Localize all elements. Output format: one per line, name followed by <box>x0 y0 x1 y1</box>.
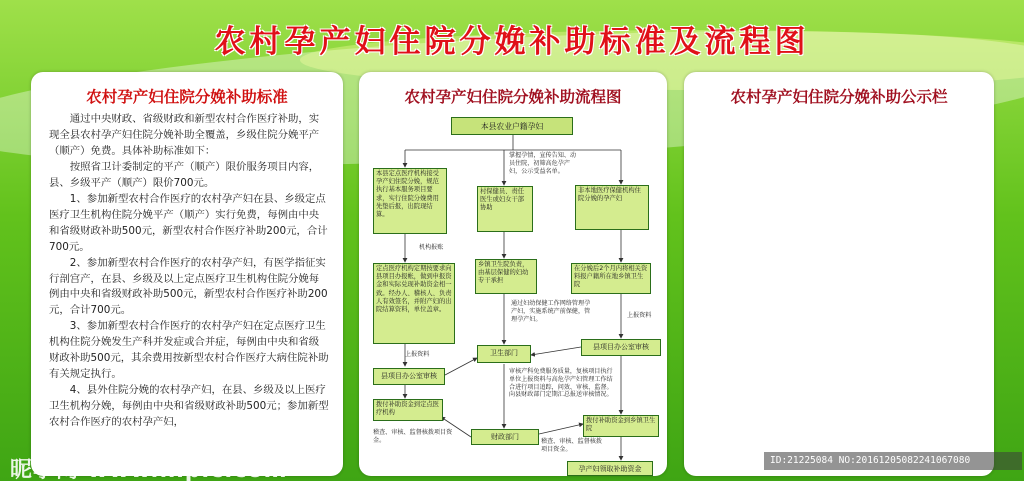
watermark-id: ID:21225084 NO:20161205082241067080 <box>770 455 971 466</box>
flow-note-audit: 审核产科免费服务质量，复核项目执行单位上报资料与高危孕产妇管理工作结合进行项目追踪，问效、审核、监督。向县财政部门定期汇总报送审核情况。 <box>509 368 613 399</box>
flow-end-box: 孕产妇领取补助资金 <box>567 461 653 476</box>
flow-box-submit-within-2-months: 在分娩后2个月内将相关资料报户籍所在地乡镇卫生院 <box>571 263 651 294</box>
flow-note-network: 通过妇幼保健工作网络管理孕产妇，实施系统产前保健，管理孕产妇。 <box>511 300 591 323</box>
flow-start-box: 本县农业户籍孕妇 <box>451 117 573 135</box>
standard-panel <box>31 72 343 476</box>
flow-box-township-hospital: 乡镇卫生院负责，由基层保健的妇幼专干承担 <box>475 259 537 294</box>
flow-box-nonlocal-delivery: 非本地医疗保健机构住院分娩的孕产妇 <box>575 185 649 230</box>
flow-box-payout-hospital: 拨付补助资金到定点医疗机构 <box>373 399 443 421</box>
public-notice-panel <box>684 72 994 476</box>
flow-box-health-dept: 卫生部门 <box>477 345 531 363</box>
flow-box-payout-township: 拨付补助资金到乡镇卫生院 <box>583 415 659 437</box>
flow-box-designated-hospital: 本县定点医疗机构接受孕产妇住院分娩，规范执行基本服务项目要求，实行住院分娩费用先垫后报，出院现结算。 <box>373 168 447 234</box>
flow-note-check-left: 稽查、审核、监督核拨项目资金。 <box>373 429 453 444</box>
standard-paragraph: 通过中央财政、省级财政和新型农村合作医疗补助，实现全县农村孕产妇住院分娩补助全覆盖，乡级住院分娩平产（顺产）免费。具体补助标准如下： <box>49 113 320 157</box>
flow-note-check-right: 稽查、审核、监督核拨项目资金。 <box>541 438 602 453</box>
flow-panel <box>359 72 667 476</box>
flow-box-finance-dept: 财政部门 <box>471 429 539 445</box>
standard-panel-title: 农村孕产妇住院分娩补助标准 <box>86 88 288 106</box>
connector-arrow <box>531 347 581 355</box>
flow-note-report-right: 上报资料 <box>627 312 652 319</box>
watermark-logo: 昵享网 www.nipic.com <box>10 458 288 483</box>
standard-paragraph: 按照省卫计委制定的平产（顺产）限价服务项目内容，县、乡级平产（顺产）限价700元。 <box>49 160 320 189</box>
standard-text <box>49 112 329 431</box>
flow-box-hospital-report: 定点医疗机构定期按要求向县项目办报帐，做到申报资金和实际兑现补助资金相一致。经办人、稽核人、负责人有效签名，并附产妇的出院结算资料，单位盖章。 <box>373 263 455 344</box>
standard-paragraph: 4、县外住院分娩的农村孕产妇，在县、乡级及以上医疗卫生机构分娩，每例由中央和省级财政补助500元；参加新型农村合作医疗的农村孕产妇， <box>49 384 329 429</box>
flow-note-reimburse: 机构报账 <box>419 244 444 251</box>
flow-box-county-audit-right: 县项目办公室审核 <box>581 339 661 356</box>
flow-box-village-doctor: 村保健员、责任医生或妇女干部协助 <box>477 186 533 232</box>
standard-paragraph: 3、参加新型农村合作医疗的农村孕产妇在定点医疗卫生机构住院分娩发生产科并发症或合并症，每例由中央和省级财政补助500元，其余费用按新型农村合作医疗大病住院补助有关规定执行。 <box>49 320 329 381</box>
flow-panel-title: 农村孕产妇住院分娩补助流程图 <box>404 88 622 106</box>
connector-arrow <box>539 424 583 434</box>
flow-box-county-audit-left: 县项目办公室审核 <box>373 368 445 385</box>
connector-arrow <box>445 358 477 375</box>
flow-note-report-left: 上报资料 <box>405 351 430 358</box>
flow-note-top: 掌握孕情，宣传告知、动员住院，初筛高危孕产妇，公示受益名单。 <box>509 152 577 175</box>
main-title: 农村孕产妇住院分娩补助标准及流程图 <box>214 24 810 60</box>
standard-paragraph: 2、参加新型农村合作医疗的农村孕产妇，有医学指征实行剖宫产，在县、乡级及以上定点医疗卫生机构住院分娩每例由中央和省级财政补助500元，新型农村合作医疗补助200元，合计700元。 <box>49 256 328 317</box>
public-notice-title: 农村孕产妇住院分娩补助公示栏 <box>730 88 948 106</box>
standard-paragraph: 1、参加新型农村合作医疗的农村孕产妇在县、乡级定点医疗卫生机构住院分娩平产（顺产）实行免费，每例由中央和省级财政补助500元，新型农村合作医疗补助200元，合计700元。 <box>49 192 328 253</box>
